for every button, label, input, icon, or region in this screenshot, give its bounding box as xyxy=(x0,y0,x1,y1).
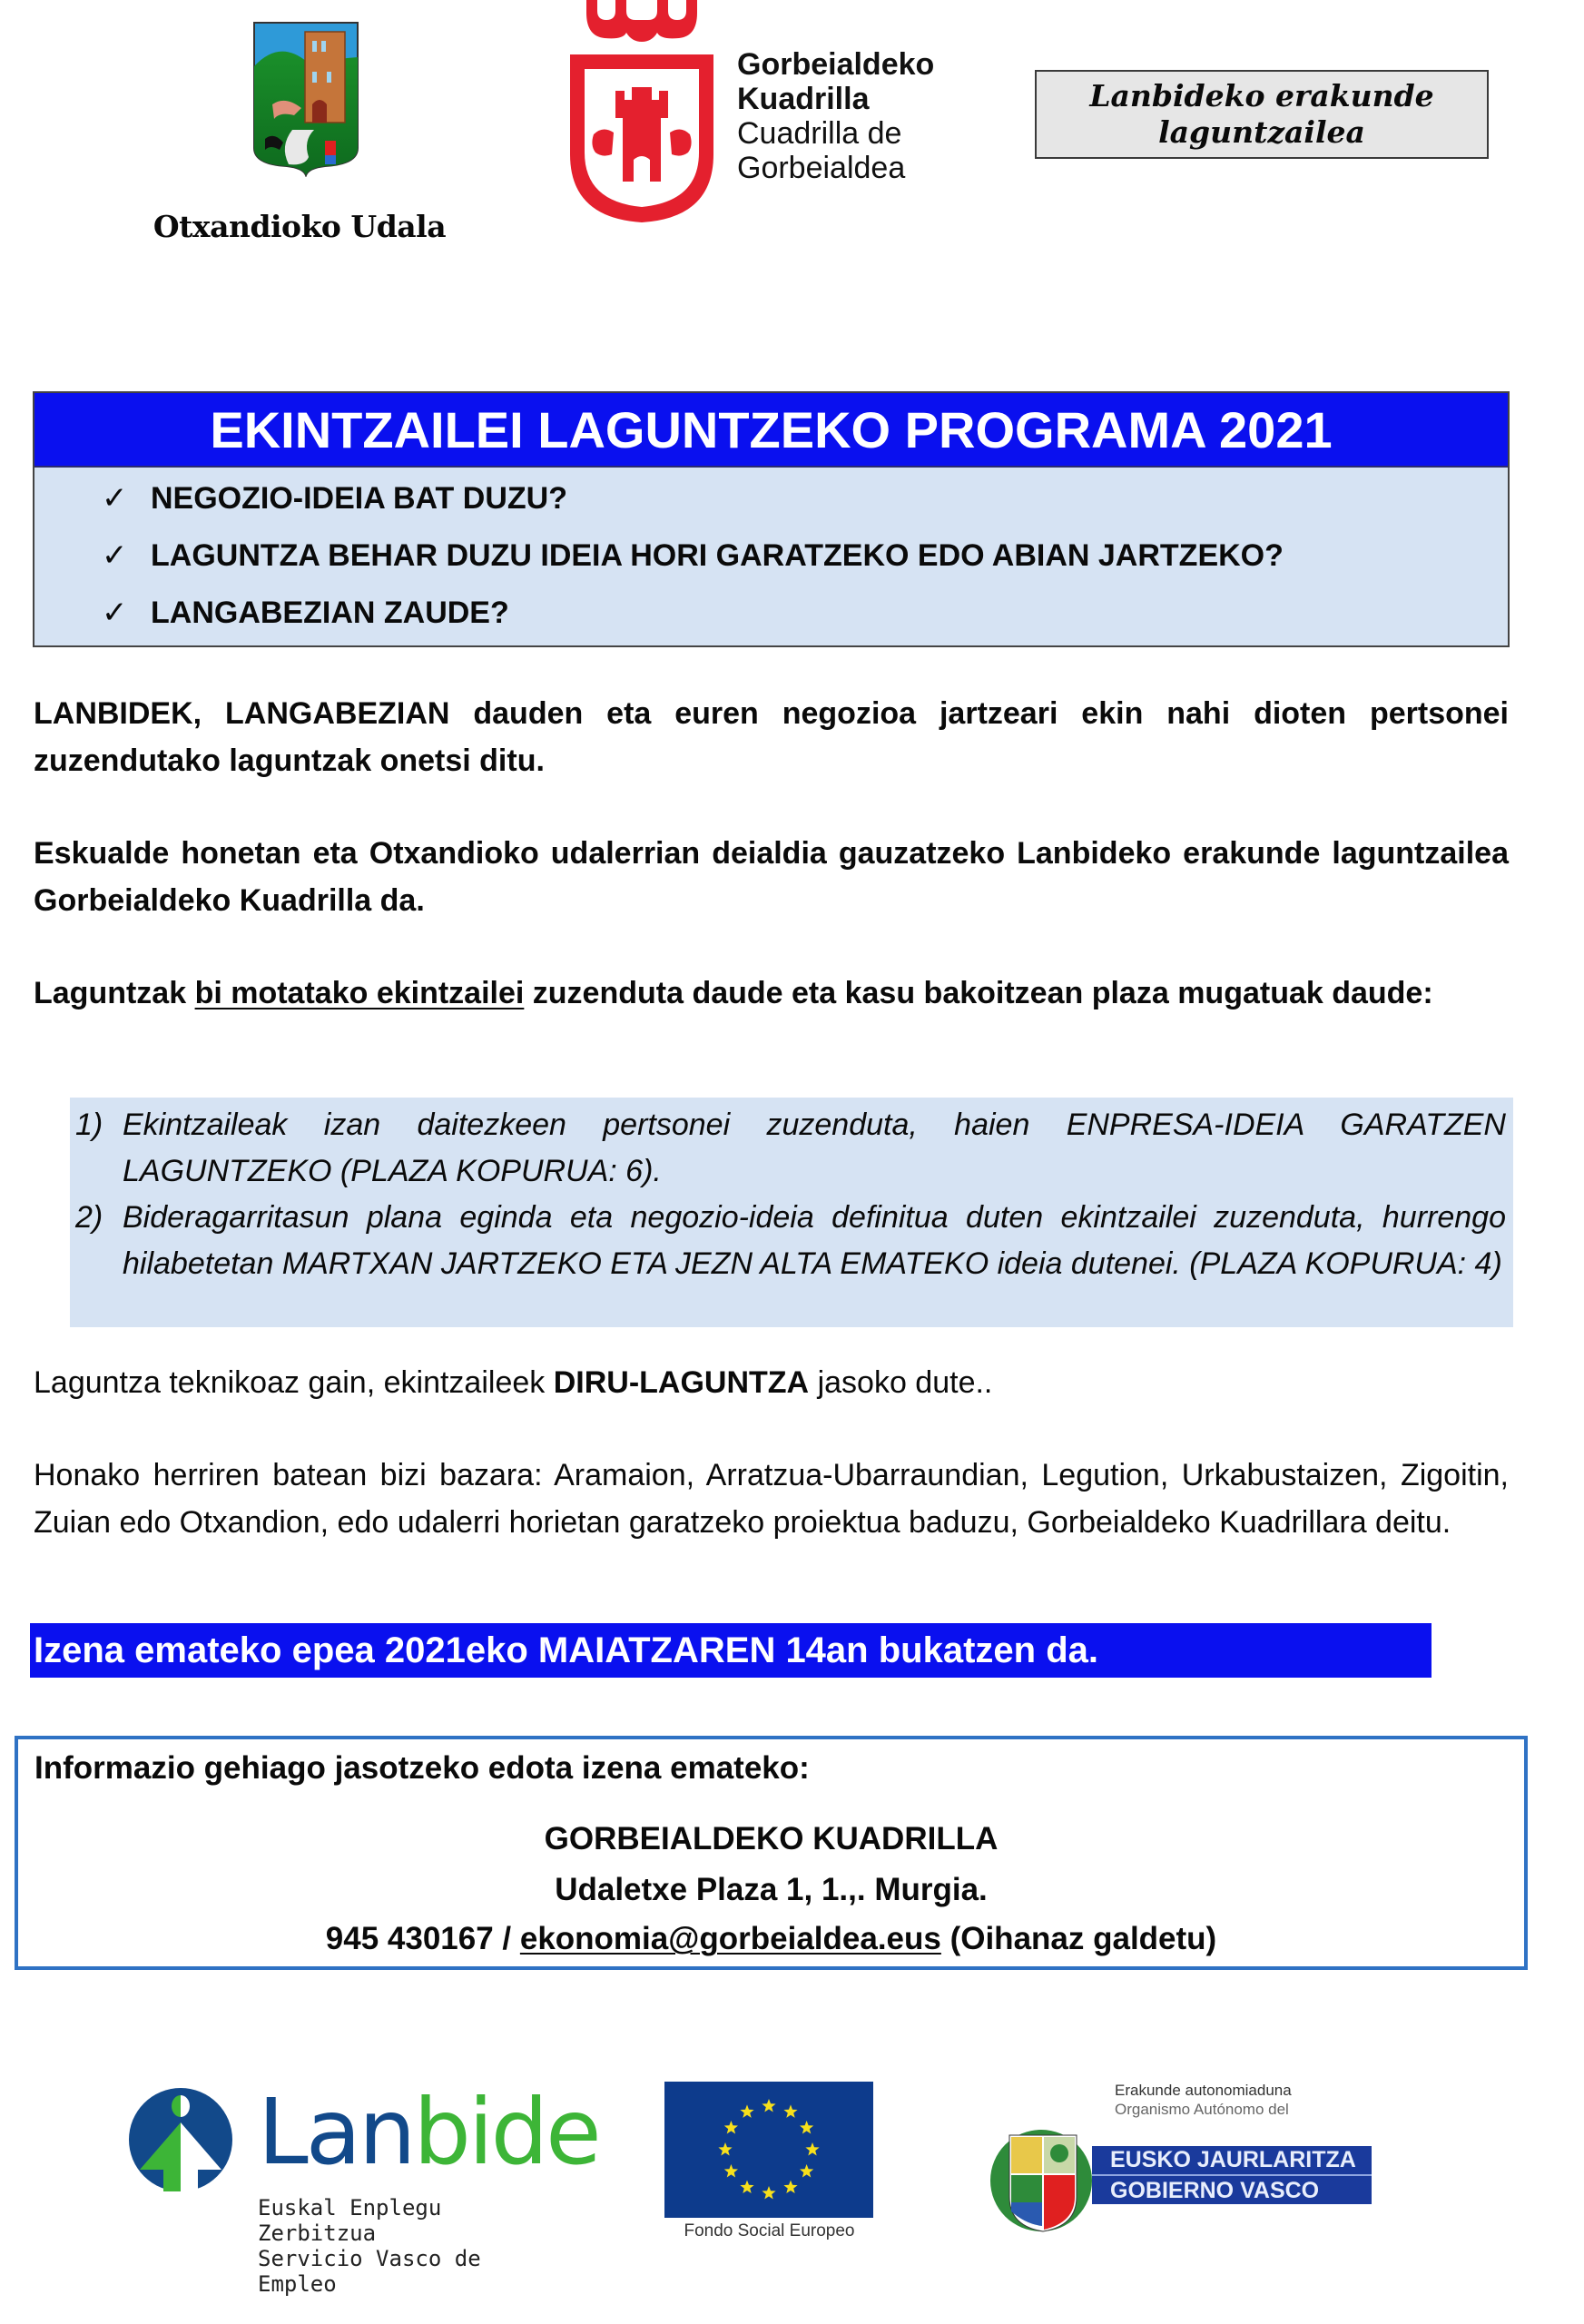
collaborating-entity-badge xyxy=(1035,70,1489,159)
contact-org: GORBEIALDEKO KUADRILLA xyxy=(544,1821,999,1856)
municipality-label: Otxandioko Udala xyxy=(152,209,447,244)
contact-line xyxy=(18,1921,1524,1957)
funding-bold: DIRU-LAGUNTZA xyxy=(553,1365,810,1400)
eu-star-icon xyxy=(800,2164,813,2178)
paragraph-two-types xyxy=(34,970,1509,1017)
para4-end: jasoko dute.. xyxy=(809,1365,993,1400)
checkmark-icon: ✓ xyxy=(102,537,128,574)
lanbide-subtitle-es: Servicio Vasco de Empleo xyxy=(258,2246,481,2297)
cuadrilla-shield-icon xyxy=(570,0,713,222)
list-item-text: Bideragarritasun plana eginda eta negozio-ideia definitua duten ekintzailei zuzenduta, hurrengo hilabetetan MARTXAN JARTZEKO ETA JEZN ALTA EMATEKO ideia dutenei. (PLAZA KOPURUA: 4) xyxy=(123,1200,1506,1281)
checklist-item xyxy=(102,537,1284,574)
lanbide-logo xyxy=(127,2079,599,2297)
contact-email-link[interactable]: ekonomia@gorbeialdea.eus xyxy=(519,1921,941,1956)
lanbide-emblem-icon xyxy=(127,2086,234,2193)
eu-star-icon xyxy=(740,2181,753,2193)
checklist-item-text: LANGABEZIAN ZAUDE? xyxy=(151,595,509,630)
checklist-item-text: NEGOZIO-IDEIA BAT DUZU? xyxy=(151,480,567,516)
para3-end: zuzenduta daude eta kasu bakoitzean plaza mugatuak daude: xyxy=(524,976,1433,1010)
lanbide-subtitle-eu: Euskal Enplegu Zerbitzua xyxy=(258,2195,442,2246)
gov-name-eu: EUSKO JAURLARITZA xyxy=(1110,2147,1356,2172)
para4-start: Laguntza teknikoaz gain, ekintzaileek xyxy=(34,1365,554,1400)
eu-star-icon xyxy=(783,2104,797,2118)
badge-line2: laguntzailea xyxy=(1158,114,1365,150)
two-types-underlined: bi motatako ekintzailei xyxy=(194,976,525,1010)
lanbide-subtitle xyxy=(258,2195,554,2297)
basque-government-band xyxy=(1092,2146,1372,2204)
paragraph-municipalities: Honako herriren batean bizi bazara: Aramaion, Arratzua-Ubarraundian, Legution, Urkabustaizen, Zigoitin, Zuian edo Otxandion, edo udalerri horietan garatzeko proiektua baduzu, Gorbeialdeko Kuadrillara deitu. xyxy=(34,1458,1509,1540)
program-box xyxy=(33,391,1510,647)
eu-star-icon xyxy=(762,2099,775,2112)
eu-star-icon xyxy=(724,2164,738,2178)
checklist-item xyxy=(102,480,567,517)
deadline-banner: Izena emateko epea 2021eko MAIATZAREN 14an bukatzen da. xyxy=(30,1623,1432,1678)
eu-flag-icon xyxy=(664,2082,873,2218)
checklist-item xyxy=(102,595,509,631)
gov-band-divider xyxy=(1092,2174,1372,2176)
cuadrilla-name-eu-line2: Kuadrilla xyxy=(737,82,870,116)
otxandio-coat-of-arms-icon xyxy=(252,21,359,177)
contact-address: Udaletxe Plaza 1, 1.,. Murgia. xyxy=(555,1872,988,1907)
eu-star-icon xyxy=(724,2121,738,2134)
eu-fund-caption: Fondo Social Europeo xyxy=(684,2221,855,2240)
contact-note: (Oihanaz galdetu) xyxy=(940,1921,1217,1956)
gov-top-text xyxy=(1115,2081,1292,2119)
para3-start: Laguntzak xyxy=(34,976,195,1010)
checkmark-icon: ✓ xyxy=(102,480,128,517)
eu-star-icon xyxy=(740,2104,753,2118)
list-item xyxy=(75,1195,1506,1287)
eu-star-icon xyxy=(800,2121,813,2134)
gov-name-es: GOBIERNO VASCO xyxy=(1110,2178,1320,2203)
basque-coat-of-arms-icon xyxy=(989,2124,1094,2233)
contact-heading: Informazio gehiago jasotzeko edota izena emateko: xyxy=(34,1750,810,1786)
paragraph-lanbide-approval: LANBIDEK, LANGABEZIAN dauden eta euren negozioa jartzeari ekin nahi dioten pertsonei zuzendutako laguntzak onetsi ditu. xyxy=(34,696,1509,778)
list-item-number: 1) xyxy=(75,1108,103,1142)
gov-top-line2: Organismo Autónomo del xyxy=(1115,2101,1289,2118)
numbered-list xyxy=(70,1098,1513,1327)
contact-phone: 945 430167 / xyxy=(325,1921,520,1956)
program-title: EKINTZAILEI LAGUNTZEKO PROGRAMA 2021 xyxy=(34,393,1508,468)
list-item-number: 2) xyxy=(75,1200,103,1235)
cuadrilla-name-eu-line1: Gorbeialdeko xyxy=(737,47,935,82)
lanbide-word-part1: Lan xyxy=(258,2079,414,2185)
contact-info-box xyxy=(15,1736,1528,1970)
gov-top-line1: Erakunde autonomiaduna xyxy=(1115,2082,1292,2099)
checklist-item-text: LAGUNTZA BEHAR DUZU IDEIA HORI GARATZEKO EDO ABIAN JARTZEKO? xyxy=(151,537,1284,573)
paragraph-collaborating-entity: Eskualde honetan eta Otxandioko udalerrian deialdia gauzatzeko Lanbideko erakunde laguntzailea Gorbeialdeko Kuadrilla da. xyxy=(34,836,1509,918)
cuadrilla-name-es-line1: Cuadrilla de xyxy=(737,116,902,151)
lanbide-word-part2: bide xyxy=(413,2079,599,2185)
eu-star-icon xyxy=(783,2181,797,2193)
cuadrilla-name-es-line2: Gorbeialdea xyxy=(737,151,906,185)
list-item xyxy=(75,1102,1506,1195)
paragraph-funding xyxy=(34,1359,1509,1406)
list-item-text: Ekintzaileak izan daitezkeen pertsonei zuzenduta, haien ENPRESA-IDEIA GARATZEN LAGUNTZEKO (PLAZA KOPURUA: 6). xyxy=(123,1108,1506,1188)
eu-star-icon xyxy=(718,2142,732,2156)
badge-line1: Lanbideko erakunde xyxy=(1089,78,1434,113)
checkmark-icon: ✓ xyxy=(102,595,128,631)
eu-star-icon xyxy=(805,2142,819,2156)
cuadrilla-logo-text xyxy=(737,47,934,185)
lanbide-wordmark xyxy=(258,2079,599,2185)
eu-star-icon xyxy=(762,2186,775,2200)
